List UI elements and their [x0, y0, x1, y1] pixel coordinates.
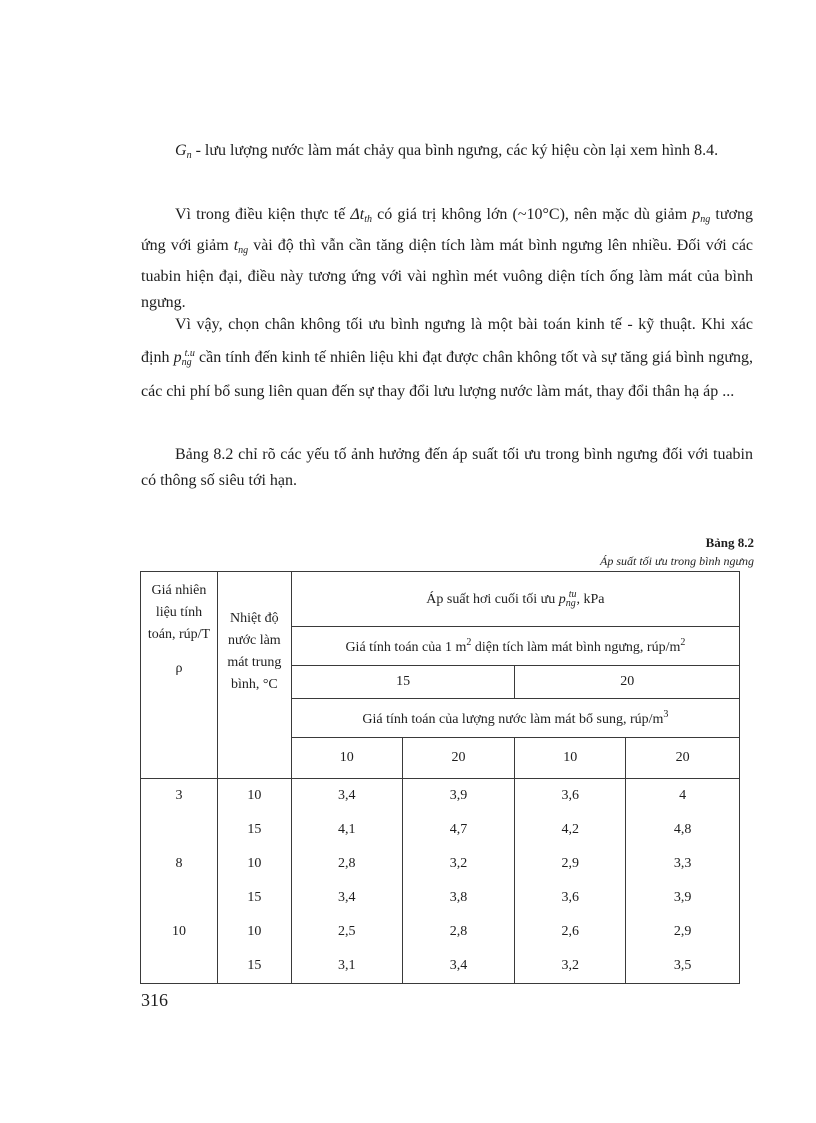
paragraph-1-text: - lưu lượng nước làm mát chảy qua bình ngưng, các ký hiệu còn lại xem hình 8.4. [195, 142, 719, 159]
water-col-header: 10 [515, 738, 626, 779]
table-row: 10 10 2,5 2,8 2,6 2,9 [141, 915, 740, 949]
paragraph-gn-definition [141, 138, 753, 169]
symbol-p-ng-tu: $p_{ng}^{tu}$ [558, 589, 577, 609]
paragraph-optimal-vacuum: Vì vậy, chọn chân không tối ưu bình ngưng là một bài toán kinh tế - kỹ thuật. Khi xác định $p_{ng}^{t.u}$ cần tính đến kinh tế nhiên liệu khi đạt được chân không tốt và sự tăng giá bình ngưng, các chi phí bổ sung liên quan đến sự thay đổi lưu lượng nước làm mát, thay đổi thân hạ áp ... [141, 316, 754, 400]
header-optimal-pressure: Áp suất hơi cuối tối ưu $p_{ng}^{tu}$, kPa [291, 572, 739, 627]
header-water-price: Giá tính toán của lượng nước làm mát bổ sung, rúp/$m^3$ [291, 699, 739, 738]
symbol-gn: $G_n$ [175, 142, 192, 161]
area-group-15: 15 [291, 666, 515, 699]
table-row: 15 3,1 3,4 3,2 3,5 [141, 949, 740, 984]
symbol-p-ng-optimal: $p_{ng}^{t.u}$ [173, 348, 195, 368]
symbol-t-ng: $t_{ng}$ [233, 237, 249, 256]
header-water-temperature: Nhiệt độ nước làm mát trung bình, °C [217, 572, 291, 779]
table-title: Áp suất tối ưu trong bình ngưng [600, 554, 754, 568]
water-col-header: 20 [402, 738, 515, 779]
water-col-header: 10 [291, 738, 402, 779]
symbol-delta-t: $\Delta t_{th}$ [350, 206, 373, 225]
table-number: Bảng 8.2 [705, 535, 754, 550]
table-row: 15 4,1 4,7 4,2 4,8 [141, 813, 740, 847]
optimal-pressure-table [140, 571, 740, 984]
water-col-header: 20 [626, 738, 740, 779]
paragraph-temperature-difference: Vì trong điều kiện thực tế $\Delta t_{th}$ có giá trị không lớn (~10°C), nên mặc dù giảm $p_{ng}$ tương ứng với giảm $t_{ng}$ vài độ thì vẫn cần tăng diện tích làm mát bình ngưng lên nhiều. Đối với các tuabin hiện đại, điều này tương ứng với vài nghìn mét vuông diện tích ống làm mát của bình ngưng. [141, 206, 754, 311]
table-row: 8 10 2,8 3,2 2,9 3,3 [141, 847, 740, 881]
area-group-20: 20 [515, 666, 740, 699]
symbol-p-ng: $p_{ng}$ [692, 206, 711, 225]
header-area-price: Giá tính toán của 1 $m^2$ diện tích làm mát bình ngưng, rúp/$m^2$ [291, 627, 739, 666]
table-row: 15 3,4 3,8 3,6 3,9 [141, 881, 740, 915]
paragraph-table-intro: Bảng 8.2 chỉ rõ các yếu tố ảnh hưởng đến áp suất tối ưu trong bình ngưng đối với tuabin có thông số siêu tới hạn. [141, 446, 753, 489]
header-fuel-price: Giá nhiên liệu tính toán, rúp/T ρ [141, 572, 218, 779]
page-number: 316 [141, 990, 168, 1010]
table-row: 3 10 3,4 3,9 3,6 4 [141, 779, 740, 814]
